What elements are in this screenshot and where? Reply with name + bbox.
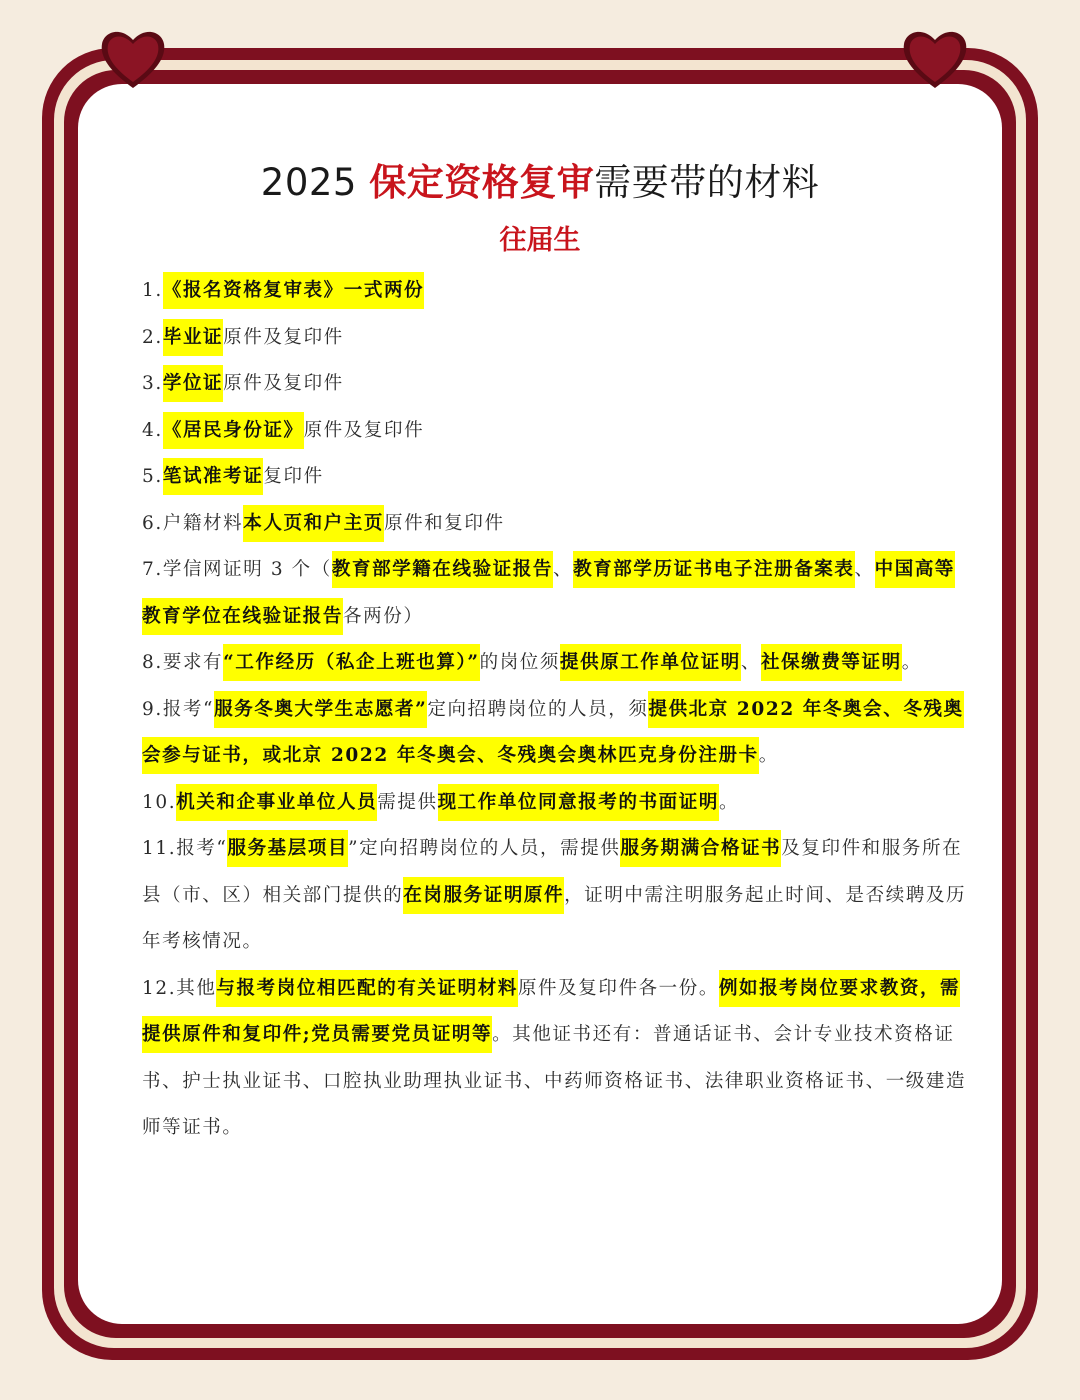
highlighted-text: 机关和企事业单位人员 [176,784,377,821]
item-text: 。 [718,791,740,813]
item-text: 原件和复印件 [383,512,505,534]
item-text: 。其他证书还有：普通话证书、会计专业技术资格证书、护士执业证书、口腔执业助理执业证书、中药师资格证书、法律职业资格证书、一级建造师等证书。 [142,1024,967,1138]
item-text: 7.学信网证明 3 个（ [142,559,332,580]
highlighted-text: 提供北京 2022 年冬奥会、冬残奥会参与证书，或北京 2022 年冬奥会、冬残奥会奥林匹克身份注册卡 [142,691,964,775]
highlighted-text: 《报名资格复审表》一式两份 [163,272,424,309]
item-text: 9.报考“ [142,698,215,720]
item-text: 原件及复印件各一份。 [517,977,719,999]
item-text: 6.户籍材料 [142,512,244,534]
heart-icon [98,26,168,92]
highlighted-text: 《居民身份证》 [163,412,304,449]
item-text: 。 [758,745,779,766]
highlighted-text: 在岗服务证明原件 [403,877,564,914]
item-text: 8.要求有 [142,652,224,673]
highlighted-text: 教育部学历证书电子注册备案表 [573,551,854,588]
heart-icon [900,26,970,92]
highlighted-text: 笔试准考证 [163,458,264,495]
item-text: 、 [553,559,574,580]
page-title [0,152,1080,206]
list-item [142,454,972,501]
item-text: 定向招聘岗位的人员，须 [427,698,649,720]
list-item [142,315,972,362]
page-subtitle: 往届生 [499,225,581,256]
highlighted-text: 学位证 [163,365,223,402]
item-text: 12.其他 [142,977,217,999]
highlighted-text: 现工作单位同意报考的书面证明 [438,784,719,821]
highlighted-text: 提供原工作单位证明 [560,644,741,681]
highlighted-text: 中国高等教育学位在线验证报告 [142,551,955,635]
highlighted-text: 毕业证 [163,319,223,356]
list-item [142,408,972,455]
item-text: 复印件 [263,466,324,487]
materials-list [142,268,972,1152]
item-text: 各两份） [343,605,424,627]
item-text: 10. [142,791,177,813]
highlighted-text: “工作经历（私企上班也算）” [223,644,479,681]
item-text: 、 [854,559,875,580]
highlighted-text: 服务基层项目 [227,830,348,867]
list-item [142,826,972,966]
highlighted-text: 服务期满合格证书 [620,830,781,867]
highlighted-text: 例如报考岗位要求教资，需提供原件和复印件;党员需要党员证明等 [142,970,960,1054]
highlighted-text: 与报考岗位相匹配的有关证明材料 [216,970,518,1007]
item-text: 。 [901,652,922,673]
item-text: 原件及复印件 [223,373,344,394]
item-text: 、 [740,652,762,673]
title-rest: 需要带的材料 [594,161,820,204]
item-text: 及复印件和服务所在县（市、区）相关部门提供的 [142,838,963,906]
list-item [142,361,972,408]
highlighted-text: 教育部学籍在线验证报告 [332,551,553,588]
item-text: 需提供 [377,791,438,813]
list-item [142,547,972,640]
list-item [142,640,972,687]
item-text: 11.报考“ [142,838,228,859]
highlighted-text: 社保缴费等证明 [761,644,902,681]
highlighted-text: 服务冬奥大学生志愿者” [214,691,427,728]
item-text: ”定向招聘岗位的人员，需提供 [348,838,621,859]
item-text: 5. [142,466,163,487]
item-text: 3. [142,373,163,394]
list-item [142,687,972,780]
list-item [142,966,972,1152]
item-text: 2. [142,326,163,348]
item-text: 4. [142,419,163,441]
list-item [142,501,972,548]
item-text: 1. [142,280,163,301]
title-highlight: 保定资格复审 [369,161,595,204]
item-text: ，证明中需注明服务起止时间、是否续聘及历年考核情况。 [142,884,967,952]
item-text: 原件及复印件 [223,326,344,348]
highlighted-text: 本人页和户主页 [243,505,384,542]
item-text: 原件及复印件 [303,419,425,441]
list-item [142,268,972,315]
list-item [142,780,972,827]
item-text: 的岗位须 [479,652,560,673]
title-year: 2025 [260,161,370,204]
